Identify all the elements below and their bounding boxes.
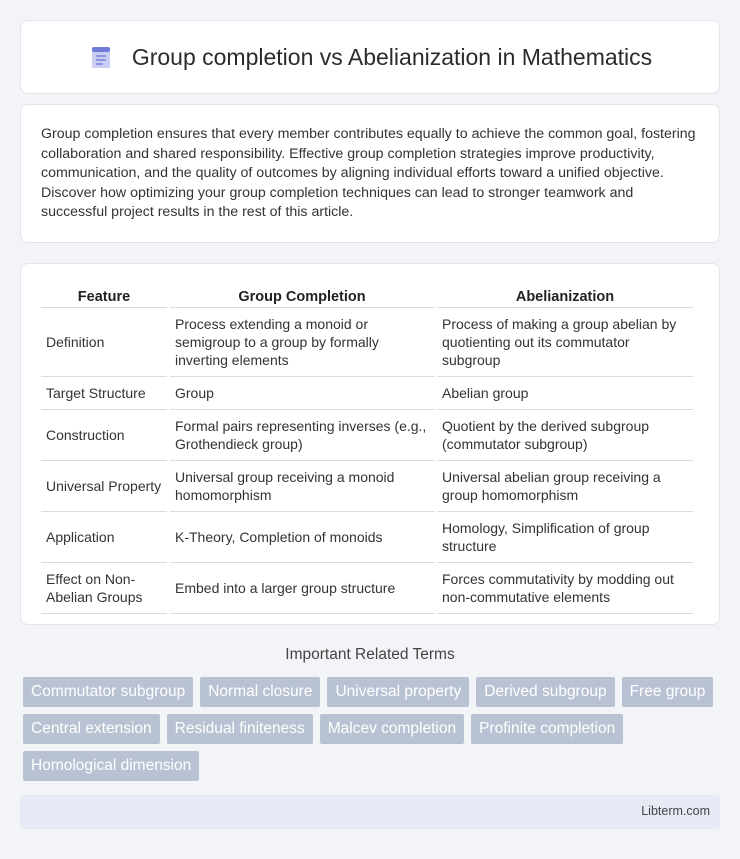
table-cell: Construction [41, 410, 167, 461]
table-cell: Target Structure [41, 377, 167, 410]
related-term-tag[interactable]: Central extension [23, 714, 160, 744]
related-term-tag[interactable]: Residual finiteness [167, 714, 313, 744]
table-cell: Quotient by the derived subgroup (commutator subgroup) [437, 410, 693, 461]
related-term-tag[interactable]: Normal closure [200, 677, 320, 707]
column-header-abelianization: Abelianization [437, 286, 693, 308]
header-card [20, 20, 720, 94]
table-cell: Universal Property [41, 461, 167, 512]
related-term-tag[interactable]: Free group [622, 677, 714, 707]
table-row [41, 461, 693, 512]
table-header-row [41, 286, 693, 308]
table-cell: Application [41, 512, 167, 563]
table-cell: Universal abelian group receiving a group homomorphism [437, 461, 693, 512]
footer [20, 795, 720, 829]
related-term-tag[interactable]: Profinite completion [471, 714, 623, 744]
column-header-group-completion: Group Completion [170, 286, 434, 308]
table-cell: Universal group receiving a monoid homomorphism [170, 461, 434, 512]
document-icon [88, 44, 114, 70]
table-cell: Homology, Simplification of group structure [437, 512, 693, 563]
table-row [41, 410, 693, 461]
related-term-tag[interactable]: Derived subgroup [476, 677, 614, 707]
table-cell: Effect on Non-Abelian Groups [41, 563, 167, 614]
table-row [41, 308, 693, 377]
table-cell: Embed into a larger group structure [170, 563, 434, 614]
related-term-tag[interactable]: Malcev completion [320, 714, 464, 744]
table-cell: Definition [41, 308, 167, 377]
table-cell: Forces commutativity by modding out non-commutative elements [437, 563, 693, 614]
table-cell: Group [170, 377, 434, 410]
related-terms-list [23, 677, 723, 781]
table-row [41, 377, 693, 410]
related-terms-title: Important Related Terms [285, 646, 455, 663]
intro-text: Group completion ensures that every member contributes equally to achieve the common goal, fostering collaboration and shared responsibility. Effective group completion strategies improve productivity, communication, and the quality of outcomes by aligning individual efforts toward a unified objective. Discover how optimizing your group completion techniques can lead to stronger teamwork and successful project results in the rest of this article. [41, 126, 696, 221]
related-term-tag[interactable]: Commutator subgroup [23, 677, 193, 707]
table-cell: Abelian group [437, 377, 693, 410]
related-term-tag[interactable]: Universal property [327, 677, 469, 707]
table-cell: Process extending a monoid or semigroup to a group by formally inverting elements [170, 308, 434, 377]
table-cell: Process of making a group abelian by quotienting out its commutator subgroup [437, 308, 693, 377]
comparison-table [38, 286, 696, 614]
header-inner [88, 44, 652, 71]
footer-site-link[interactable]: Libterm.com [641, 804, 710, 818]
table-cell: Formal pairs representing inverses (e.g., Grothendieck group) [170, 410, 434, 461]
comparison-table-card [20, 263, 720, 625]
column-header-feature: Feature [41, 286, 167, 308]
page-title: Group completion vs Abelianization in Mathematics [131, 43, 653, 70]
table-row [41, 512, 693, 563]
table-row [41, 563, 693, 614]
related-term-tag[interactable]: Homological dimension [23, 751, 199, 781]
table-cell: K-Theory, Completion of monoids [170, 512, 434, 563]
intro-card [20, 104, 720, 243]
